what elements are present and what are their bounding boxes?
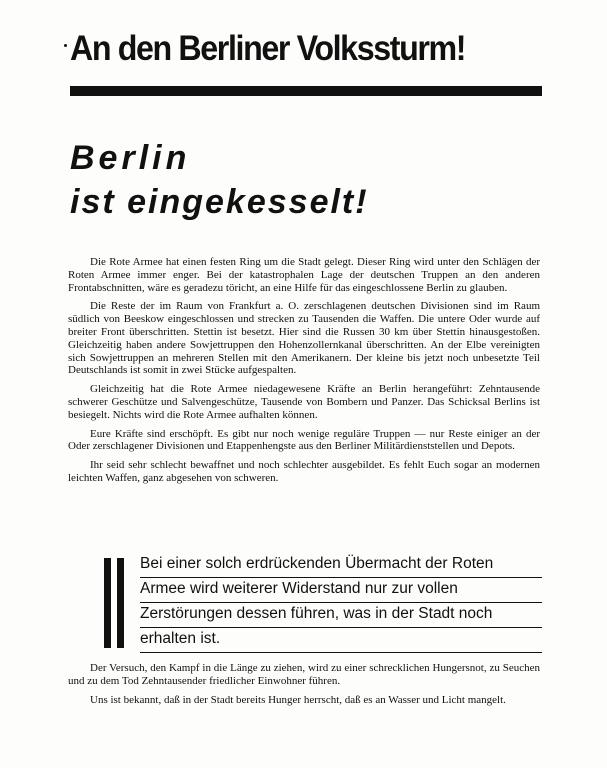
paragraph: Uns ist bekannt, daß in der Stadt bereits Hunger herrscht, daß es an Wasser und Licht mangelt. xyxy=(90,693,506,706)
headline-rule xyxy=(70,86,542,96)
paragraph: Eure Kräfte sind erschöpft. Es gibt nur noch wenige reguläre Truppen — nur Reste einiger an der Oder zerschlagener Divisionen und Etappenhengste aus den Berliner Militärdienststellen und Depots. xyxy=(68,427,540,453)
body-text-lower xyxy=(68,662,540,712)
callout-bar xyxy=(117,558,124,648)
body-text-upper xyxy=(68,256,540,491)
paragraph: Die Rote Armee hat einen festen Ring um die Stadt gelegt. Dieser Ring wird unter den Schlägen der Roten Armee immer enger. Bei der katastrophalen Lage der deutschen Truppen an den anderen Frontabschnitten, wäre es geradezu töricht, an eine Hilfe für das eingeschlossene Berlin zu glauben. xyxy=(68,256,540,294)
callout-line: Bei einer solch erdrückenden Übermacht der Roten xyxy=(140,553,542,578)
callout-bar xyxy=(104,558,111,648)
paragraph: Die Reste der im Raum von Frankfurt a. O. zerschlagenen deutschen Divisionen sind im Raum südlich von Beeskow eingeschlossen und strecken zu Tausenden die Waffen. Die untere Oder wurde auf breiter Front überschritten. Stettin ist besetzt. Hier sind die Russen 30 km über Stettin hinausgestoßen. Gleichzeitig haben andere Sowjettruppen den Hohenzollernkanal überschritten. An der Elbe vereinigten sich Sowjettruppen an mehreren Stellen mit den Amerikanern. Der kleine bis jetzt noch unbesetzte Teil Deutschlands ist somit in zwei Stücke aufgespalten. xyxy=(68,300,540,377)
callout-box xyxy=(140,553,542,653)
callout-line: erhalten ist. xyxy=(140,628,542,653)
paragraph: Gleichzeitig hat die Rote Armee niedagewesene Kräfte an Berlin herangeführt: Zehntausende schwerer Geschütze und Salvengeschütze, Tausende von Bombern und Panzer. Das Schicksal Berlins ist besiegelt. Nichts wird die Rote Armee aufhalten können. xyxy=(68,383,540,421)
callout-line: Zerstörungen dessen führen, was in der Stadt noch xyxy=(140,603,542,628)
subhead-line-2: ist eingekesselt! xyxy=(70,183,369,221)
subhead-line-1: Berlin xyxy=(70,139,191,177)
callout-line: Armee wird weiterer Widerstand nur zur vollen xyxy=(140,578,542,603)
headline: An den Berliner Volkssturm! xyxy=(70,29,466,68)
paragraph: Der Versuch, den Kampf in die Länge zu ziehen, wird zu einer schrecklichen Hungersnot, zu Seuchen und zu dem Tod Zehntausender friedlicher Einwohner führen. xyxy=(68,662,540,687)
paragraph: Ihr seid sehr schlecht bewaffnet und noch schlechter ausgebildet. Es fehlt Euch sogar an modernen leichten Waffen, ganz abgesehen von schweren. xyxy=(68,459,540,484)
ink-dot xyxy=(64,44,67,47)
